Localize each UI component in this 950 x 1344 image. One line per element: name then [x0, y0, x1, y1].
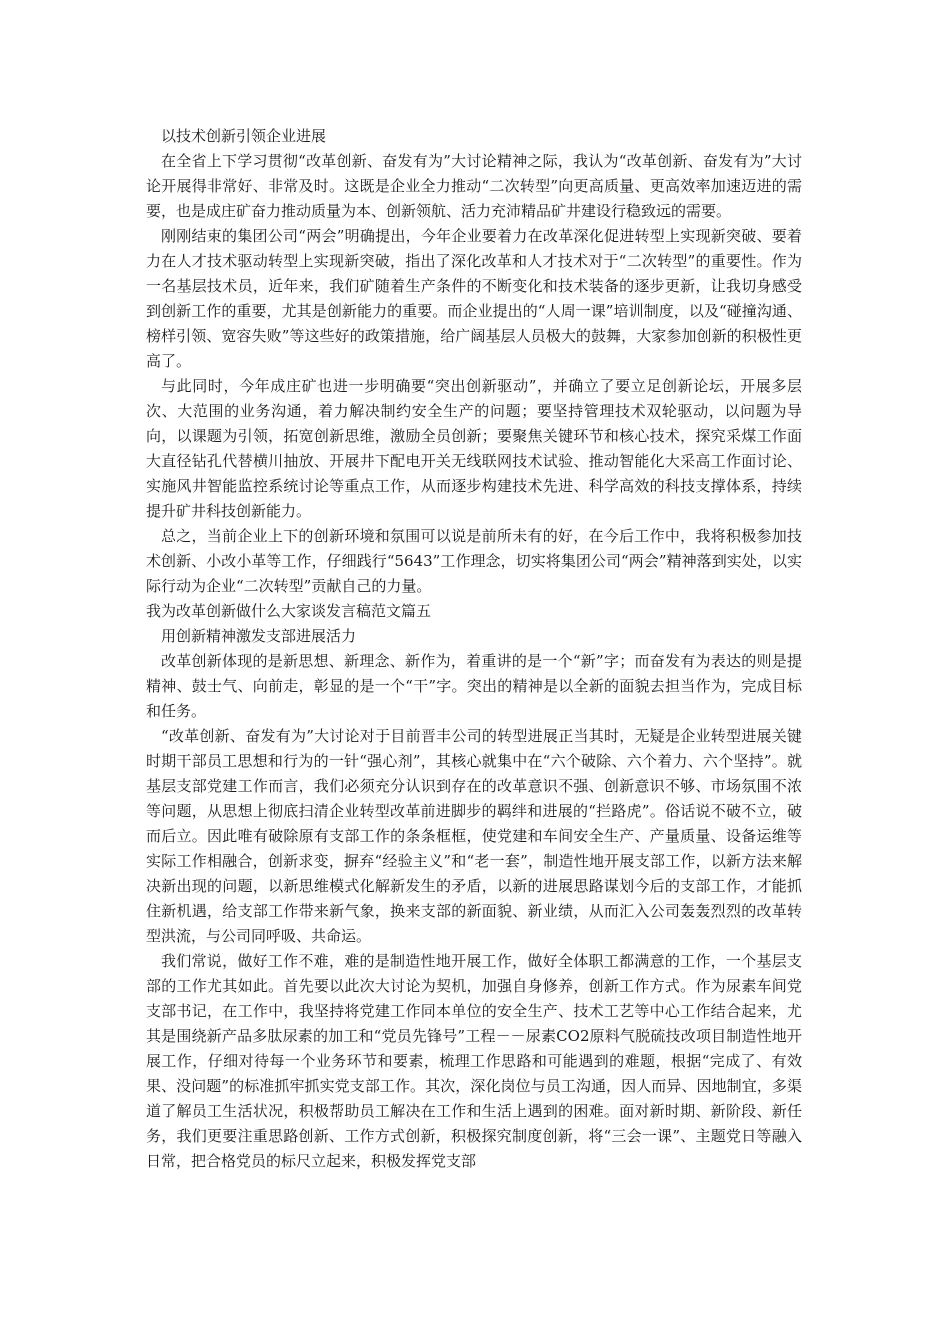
paragraph: 与此同时，今年成庄矿也进一步明确要“突出创新驱动”，并确立了要立足创新论坛，开展多层次、大范围的业务沟通，着力解决制约安全生产的问题；要坚持管理技术双轮驱动，以问题为导向，以课题为引领，拓宽创新思维，激励全员创新；要聚焦关键环节和核心技术，探究采煤工作面大直径钻孔代替横川抽放、开展井下配电开关无线联网技术试验、推动智能化大采高工作面讨论、实施风井智能监控系统讨论等重点工作，从而逐步构建技术先进、科学高效的科技支撑体系，持续提升矿井科技创新能力。 — [146, 377, 802, 520]
paragraph: 在全省上下学习贯彻“改革创新、奋发有为”大讨论精神之际，我认为“改革创新、奋发有为”大讨论开展得非常好、非常及时。这既是企业全力推动“二次转型”向更高质量、更高效率加速迈进的需要，也是成庄矿奋力推动质量为本、创新领航、活力充沛精品矿井建设行稳致远的需要。 — [146, 152, 802, 220]
article-title: 以技术创新引领企业进展 — [161, 127, 327, 145]
paragraph: 我们常说，做好工作不难，难的是制造性地开展工作，做好全体职工都满意的工作，一个基层支部的工作尤其如此。首先要以此次大讨论为契机，加强自身修养，创新工作方式。作为尿素车间党支部书记，在工作中，我坚持将党建工作同本单位的安全生产、技术工艺等中心工作结合起来，尤其是围绕新产品多肽尿素的加工和“党员先锋号”工程－－尿素CO2原料气脱硫技改项目制造性地开展工作，仔细对待每一个业务环节和要素，梳理工作思路和可能遇到的难题，根据“完成了、有效果、没问题”的标准抓牢抓实党支部工作。其次，深化岗位与员工沟通，因人而异、因地制宜，多渠道了解员工生活状况，积极帮助员工解决在工作和生活上遇到的困难。面对新时期、新阶段、新任务，我们更要注重思路创新、工作方式创新，积极探究制度创新，将“三会一课”、主题党日等融入日常，把合格党员的标尺立起来，积极发挥党支部 — [146, 952, 802, 1170]
paragraph: 刚刚结束的集团公司“两会”明确提出，今年企业要着力在改革深化促进转型上实现新突破、要着力在人才技术驱动转型上实现新突破，指出了深化改革和人才技术对于“二次转型”的重要性。作为一名基层技术员，近年来，我们矿随着生产条件的不断变化和技术装备的逐步更新，让我切身感受到创新工作的重要，尤其是创新能力的重要。而企业提出的“人周一课”培训制度，以及“碰撞沟通、榜样引领、宽容失败”等这些好的政策措施，给广阔基层人员极大的鼓舞，大家参加创新的积极性更高了。 — [146, 227, 802, 370]
document-body — [146, 124, 802, 1174]
article-title: 用创新精神激发支部进展活力 — [161, 627, 357, 645]
paragraph: 总之，当前企业上下的创新环境和氛围可以说是前所未有的好，在今后工作中，我将积极参加技术创新、小改小革等工作，仔细践行“5643”工作理念，切实将集团公司“两会”精神落到实处，以实际行动为企业“二次转型”贡献自己的力量。 — [146, 527, 802, 595]
section-heading: 我为改革创新做什么大家谈发言稿范文篇五 — [146, 602, 432, 620]
paragraph: “改革创新、奋发有为”大讨论对于目前晋丰公司的转型进展正当其时，无疑是企业转型进展关键时期干部员工思想和行为的一针“强心剂”，其核心就集中在“六个破除、六个着力、六个坚持”。就基层支部党建工作而言，我们必须充分认识到存在的改革意识不强、创新意识不够、市场氛围不浓等问题，从思想上彻底扫清企业转型改革前进脚步的羁绊和进展的“拦路虎”。俗话说不破不立，破而后立。因此唯有破除原有支部工作的条条框框，使党建和车间安全生产、产量质量、设备运维等实际工作相融合，创新求变，摒弃“经验主义”和“老一套”，制造性地开展支部工作，以新方法来解决新出现的问题，以新思维模式化解新发生的矛盾，以新的进展思路谋划今后的支部工作，才能抓住新机遇，给支部工作带来新气象，换来支部的新面貌、新业绩，从而汇入公司轰轰烈烈的改革转型洪流，与公司同呼吸、共命运。 — [146, 727, 802, 945]
paragraph: 改革创新体现的是新思想、新理念、新作为，着重讲的是一个“新”字；而奋发有为表达的则是提精神、鼓士气、向前走，彰显的是一个“干”字。突出的精神是以全新的面貌去担当作为，完成目标和任务。 — [146, 652, 802, 720]
